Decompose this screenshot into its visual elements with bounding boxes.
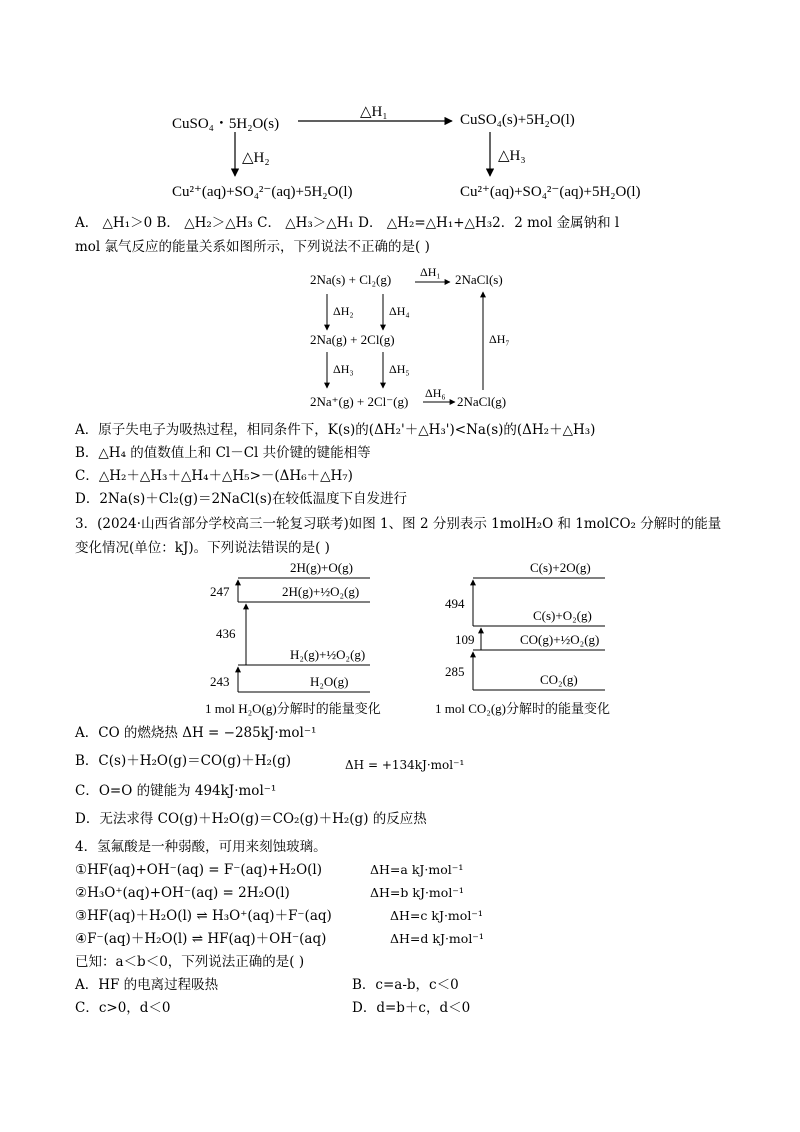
q4-option-a: A．HF 的电离过程吸热 bbox=[75, 977, 219, 993]
q3-figure-1 bbox=[200, 560, 400, 720]
q1-h1-label: △H₁ bbox=[360, 104, 388, 120]
q1-options: A． △H₁＞0 B． △H₂＞△H₃ C． △H₃＞△H₁ D． △H₂=△H₁+△H₃2．2 mol 金属钠和 l bbox=[75, 215, 620, 231]
q2-option-a: A．原子失电子为吸热过程，相同条件下，K(s)的(ΔH₂'＋△H₃')<Na(s)的(ΔH₂＋△H₃) bbox=[75, 422, 596, 438]
q3-fig1-value-243: 243 bbox=[210, 674, 230, 689]
q2-born-haber-diagram bbox=[305, 262, 545, 417]
q4-reaction-1-dh: ΔH=a kJ·mol⁻¹ bbox=[370, 862, 464, 877]
q4-option-d: D．d=b＋c，d＜0 bbox=[352, 1000, 471, 1016]
q3-fig2-value-494: 494 bbox=[445, 596, 465, 611]
q4-stem: 4．氢氟酸是一种弱酸，可用来刻蚀玻璃。 bbox=[75, 839, 327, 855]
q4-option-b: B．c=a-b，c＜0 bbox=[352, 977, 459, 993]
q2-dh5: ΔH₅ bbox=[389, 362, 410, 376]
q3-option-c: C．O=O 的键能为 494kJ·mol⁻¹ bbox=[75, 783, 277, 799]
q2-dh2: ΔH₂ bbox=[333, 304, 354, 318]
q3-fig1-value-436: 436 bbox=[216, 626, 236, 641]
q2-middle: 2Na(g) + 2Cl(g) bbox=[310, 332, 395, 347]
q3-fig2-value-285: 285 bbox=[445, 664, 465, 679]
q1-h2-label: △H₂ bbox=[242, 150, 270, 166]
q4-reaction-4: ④F⁻(aq)＋H₂O(l) ⇌ HF(aq)＋OH⁻(aq) bbox=[75, 931, 327, 947]
q4-reaction-3: ③HF(aq)＋H₂O(l) ⇌ H₃O⁺(aq)＋F⁻(aq) bbox=[75, 908, 332, 924]
q3-figure-2 bbox=[435, 560, 645, 720]
q3-option-b-dh: ΔH = +134kJ·mol⁻¹ bbox=[345, 758, 465, 772]
q3-stem-line2: 变化情况(单位：kJ)。下列说法错误的是( ) bbox=[75, 540, 330, 556]
q4-option-c: C．c>0，d＜0 bbox=[75, 1000, 171, 1016]
q3-fig1-level3-label: H₂(g)+½O₂(g) bbox=[290, 647, 366, 662]
q2-dh6: ΔH₆ bbox=[425, 386, 446, 400]
q3-fig1-level4-label: H₂O(g) bbox=[310, 674, 349, 689]
q2-option-c: C．△H₂＋△H₃＋△H₄＋△H₅>－(ΔH₆＋△H₇) bbox=[75, 468, 353, 484]
q1-bottom-left: Cu²⁺(aq)+SO₄²⁻(aq)+5H₂O(l) bbox=[172, 184, 353, 200]
q1-h3-label: △H₃ bbox=[498, 148, 526, 164]
q3-fig2-level3-label: CO(g)+½O₂(g) bbox=[520, 632, 600, 647]
q4-reaction-1: ①HF(aq)+OH⁻(aq) = F⁻(aq)+H₂O(l) bbox=[75, 862, 322, 878]
q3-stem-line1: 3．(2024·山西省部分学校高三一轮复习联考)如图 1、图 2 分别表示 1molH₂O 和 1molCO₂ 分解时的能量 bbox=[75, 516, 722, 532]
q4-reaction-3-dh: ΔH=c kJ·mol⁻¹ bbox=[390, 908, 483, 923]
q4-reaction-2: ②H₃O⁺(aq)+OH⁻(aq) = 2H₂O(l) bbox=[75, 885, 290, 901]
q3-fig2-level2-label: C(s)+O₂(g) bbox=[533, 608, 592, 623]
q4-known: 已知：a＜b＜0，下列说法正确的是( ) bbox=[75, 954, 305, 970]
q1-top-left: CuSO₄・5H₂O(s) bbox=[172, 116, 280, 132]
q2-product-top: 2NaCl(s) bbox=[455, 272, 503, 287]
q2-stem: mol 氯气反应的能量关系如图所示，下列说法不正确的是( ) bbox=[75, 239, 430, 255]
q2-option-d: D．2Na(s)＋Cl₂(g)＝2NaCl(s)在较低温度下自发进行 bbox=[75, 491, 408, 507]
q1-energy-diagram bbox=[160, 100, 680, 210]
q2-ions: 2Na⁺(g) + 2Cl⁻(g) bbox=[310, 394, 409, 409]
q3-fig1-caption: 1 mol H₂O(g)分解时的能量变化 bbox=[205, 701, 381, 716]
q2-dh7: ΔH₇ bbox=[489, 332, 510, 346]
q1-top-right: CuSO₄(s)+5H₂O(l) bbox=[460, 112, 575, 128]
q3-fig2-level4-label: CO₂(g) bbox=[540, 672, 578, 687]
q3-option-b: B．C(s)＋H₂O(g)＝CO(g)＋H₂(g) bbox=[75, 753, 292, 769]
q2-dh1: ΔH₁ bbox=[420, 265, 441, 279]
q3-fig1-level2-label: 2H(g)+½O₂(g) bbox=[282, 584, 360, 599]
q2-reactants: 2Na(s) + Cl₂(g) bbox=[310, 272, 392, 287]
q1-bottom-right: Cu²⁺(aq)+SO₄²⁻(aq)+5H₂O(l) bbox=[460, 184, 641, 200]
q3-fig2-caption: 1 mol CO₂(g)分解时的能量变化 bbox=[435, 701, 610, 716]
q3-fig2-level1-label: C(s)+2O(g) bbox=[530, 560, 591, 575]
q3-fig1-level1-label: 2H(g)+O(g) bbox=[290, 560, 353, 575]
q3-fig1-value-247: 247 bbox=[210, 584, 230, 599]
q2-dh4: ΔH₄ bbox=[389, 304, 410, 318]
q3-option-d: D．无法求得 CO(g)＋H₂O(g)＝CO₂(g)＋H₂(g) 的反应热 bbox=[75, 811, 427, 827]
q4-reaction-4-dh: ΔH=d kJ·mol⁻¹ bbox=[390, 931, 484, 946]
q3-fig2-value-109: 109 bbox=[455, 632, 475, 647]
q4-reaction-2-dh: ΔH=b kJ·mol⁻¹ bbox=[370, 885, 464, 900]
q2-option-b: B．△H₄ 的值数值上和 Cl－Cl 共价键的键能相等 bbox=[75, 445, 371, 461]
q3-option-a: A．CO 的燃烧热 ΔH = −285kJ·mol⁻¹ bbox=[75, 725, 317, 741]
q2-product-bottom: 2NaCl(g) bbox=[457, 394, 507, 409]
q2-dh3: ΔH₃ bbox=[333, 362, 354, 376]
